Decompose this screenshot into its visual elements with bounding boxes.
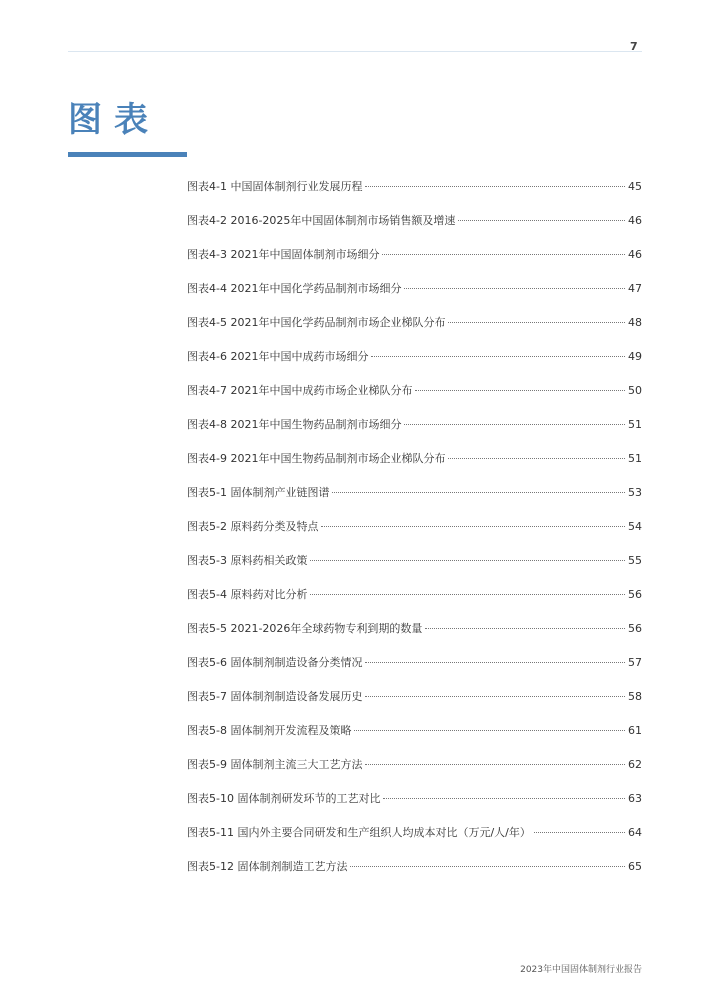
toc-entry-label: 图表5-6 固体制剂制造设备分类情况 <box>187 656 363 669</box>
toc-leader-dots <box>310 560 625 561</box>
toc-leader-dots <box>534 832 625 833</box>
toc-leader-dots <box>354 730 625 731</box>
toc-entry[interactable] <box>187 653 642 687</box>
toc-entry-label: 图表5-7 固体制剂制造设备发展历史 <box>187 690 363 703</box>
toc-entry-label: 图表5-9 固体制剂主流三大工艺方法 <box>187 758 363 771</box>
title-underline-bar <box>68 152 187 157</box>
toc-entry[interactable] <box>187 245 642 279</box>
toc-entry-page: 49 <box>628 350 642 363</box>
page-title: 图表 <box>68 100 160 140</box>
toc-entry-label: 图表5-3 原料药相关政策 <box>187 554 308 567</box>
toc-entry-label: 图表4-3 2021年中国固体制剂市场细分 <box>187 248 380 261</box>
toc-entry-page: 45 <box>628 180 642 193</box>
toc-entry-page: 56 <box>628 588 642 601</box>
toc-entry-page: 64 <box>628 826 642 839</box>
toc-entry-label: 图表5-4 原料药对比分析 <box>187 588 308 601</box>
toc-entry[interactable] <box>187 449 642 483</box>
toc-leader-dots <box>404 288 625 289</box>
toc-leader-dots <box>425 628 625 629</box>
toc-entry-page: 63 <box>628 792 642 805</box>
toc-entry-label: 图表5-11 国内外主要合同研发和生产组织人均成本对比（万元/人/年） <box>187 826 531 839</box>
toc-entry-page: 55 <box>628 554 642 567</box>
toc-leader-dots <box>448 322 625 323</box>
toc-entry[interactable] <box>187 585 642 619</box>
toc-entry-label: 图表5-5 2021-2026年全球药物专利到期的数量 <box>187 622 423 635</box>
figure-list <box>187 177 642 891</box>
toc-entry[interactable] <box>187 721 642 755</box>
toc-entry-label: 图表4-1 中国固体制剂行业发展历程 <box>187 180 363 193</box>
toc-entry-label: 图表5-8 固体制剂开发流程及策略 <box>187 724 352 737</box>
toc-leader-dots <box>371 356 625 357</box>
toc-entry-label: 图表5-2 原料药分类及特点 <box>187 520 319 533</box>
toc-entry-label: 图表5-12 固体制剂制造工艺方法 <box>187 860 348 873</box>
page-number: 7 <box>630 40 638 53</box>
toc-entry-page: 62 <box>628 758 642 771</box>
toc-leader-dots <box>365 696 625 697</box>
toc-entry[interactable] <box>187 687 642 721</box>
toc-entry-page: 54 <box>628 520 642 533</box>
toc-entry[interactable] <box>187 279 642 313</box>
toc-entry[interactable] <box>187 313 642 347</box>
toc-entry-label: 图表5-1 固体制剂产业链图谱 <box>187 486 330 499</box>
toc-entry[interactable] <box>187 619 642 653</box>
toc-entry-page: 58 <box>628 690 642 703</box>
toc-leader-dots <box>404 424 625 425</box>
toc-leader-dots <box>382 254 625 255</box>
toc-leader-dots <box>383 798 625 799</box>
toc-entry[interactable] <box>187 347 642 381</box>
toc-leader-dots <box>458 220 625 221</box>
toc-leader-dots <box>365 186 625 187</box>
toc-entry-page: 46 <box>628 248 642 261</box>
toc-entry[interactable] <box>187 211 642 245</box>
toc-entry-label: 图表4-7 2021年中国中成药市场企业梯队分布 <box>187 384 413 397</box>
toc-entry-label: 图表4-6 2021年中国中成药市场细分 <box>187 350 369 363</box>
toc-entry-page: 56 <box>628 622 642 635</box>
toc-leader-dots <box>448 458 625 459</box>
toc-entry-label: 图表4-2 2016-2025年中国固体制剂市场销售额及增速 <box>187 214 456 227</box>
toc-entry-page: 48 <box>628 316 642 329</box>
toc-entry[interactable] <box>187 415 642 449</box>
toc-entry[interactable] <box>187 177 642 211</box>
toc-entry-page: 53 <box>628 486 642 499</box>
toc-leader-dots <box>365 764 625 765</box>
toc-entry[interactable] <box>187 857 642 891</box>
toc-entry-label: 图表4-8 2021年中国生物药品制剂市场细分 <box>187 418 402 431</box>
toc-entry-page: 50 <box>628 384 642 397</box>
footer-report-title: 2023年中国固体制剂行业报告 <box>520 965 642 975</box>
toc-entry-page: 47 <box>628 282 642 295</box>
toc-entry[interactable] <box>187 551 642 585</box>
toc-leader-dots <box>415 390 625 391</box>
toc-leader-dots <box>365 662 625 663</box>
toc-leader-dots <box>332 492 625 493</box>
toc-entry-label: 图表5-10 固体制剂研发环节的工艺对比 <box>187 792 381 805</box>
toc-entry-label: 图表4-9 2021年中国生物药品制剂市场企业梯队分布 <box>187 452 446 465</box>
toc-entry[interactable] <box>187 755 642 789</box>
toc-entry[interactable] <box>187 483 642 517</box>
header-rule <box>68 51 642 52</box>
toc-entry[interactable] <box>187 823 642 857</box>
toc-entry[interactable] <box>187 517 642 551</box>
toc-entry[interactable] <box>187 789 642 823</box>
toc-entry[interactable] <box>187 381 642 415</box>
toc-leader-dots <box>350 866 625 867</box>
toc-leader-dots <box>310 594 625 595</box>
toc-entry-page: 51 <box>628 418 642 431</box>
toc-entry-page: 65 <box>628 860 642 873</box>
toc-entry-page: 61 <box>628 724 642 737</box>
toc-entry-label: 图表4-4 2021年中国化学药品制剂市场细分 <box>187 282 402 295</box>
toc-entry-page: 51 <box>628 452 642 465</box>
toc-leader-dots <box>321 526 625 527</box>
toc-entry-label: 图表4-5 2021年中国化学药品制剂市场企业梯队分布 <box>187 316 446 329</box>
toc-entry-page: 57 <box>628 656 642 669</box>
toc-entry-page: 46 <box>628 214 642 227</box>
